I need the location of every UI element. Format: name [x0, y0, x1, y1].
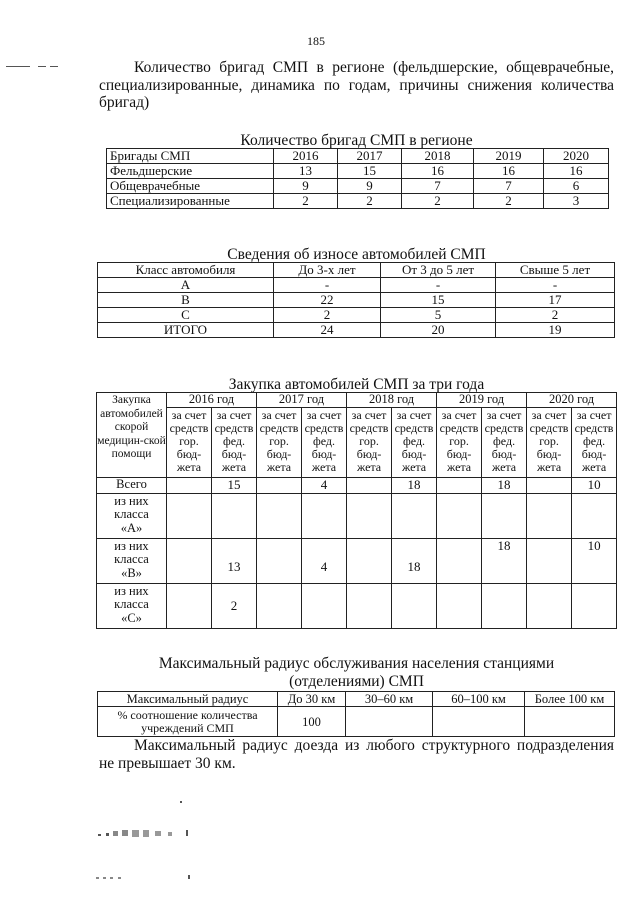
table-row	[97, 493, 617, 538]
table-cell	[167, 493, 212, 538]
table-header-row	[97, 393, 617, 408]
scan-speck	[180, 801, 182, 803]
table3-caption: Закупка автомобилей СМП за три года	[228, 376, 485, 393]
subheader-federal-budget: за счет средств фед. бюд-жета	[392, 407, 437, 477]
page-number: 185	[307, 34, 325, 48]
table-cell: В	[98, 293, 274, 308]
subheader-city-budget: за счет средств гор. бюд-жета	[527, 407, 572, 477]
subheader-city-budget: за счет средств гор. бюд-жета	[167, 407, 212, 477]
scan-mark	[6, 66, 30, 67]
table-cell: 16	[544, 164, 609, 179]
table-cell	[302, 583, 347, 628]
table-cell: 20	[381, 323, 496, 338]
table-header-cell: 2016	[274, 149, 338, 164]
table-row	[97, 538, 617, 583]
table-cell: 3	[544, 194, 609, 209]
closing-paragraph	[99, 737, 614, 773]
year-header: 2019 год	[437, 393, 527, 408]
table-row	[97, 477, 617, 493]
table-cell	[167, 583, 212, 628]
table-cell: 7	[474, 179, 544, 194]
subheader-federal-budget: за счет средств фед. бюд-жета	[212, 407, 257, 477]
table-cell: 4	[302, 538, 347, 583]
vehicle-wear-table	[97, 262, 615, 338]
table-row	[98, 293, 615, 308]
table-cell	[437, 583, 482, 628]
table-header-cell: 2019	[474, 149, 544, 164]
table-cell	[167, 538, 212, 583]
year-header: 2017 год	[257, 393, 347, 408]
table4-caption	[99, 655, 614, 691]
table-cell: Специализированные	[107, 194, 274, 209]
table-cell: 19	[496, 323, 615, 338]
row-label: Всего	[97, 477, 167, 493]
table-cell: 13	[212, 538, 257, 583]
closing-line-2: не превышает 30 км.	[99, 755, 236, 772]
table-cell: -	[381, 278, 496, 293]
table-cell: 2	[402, 194, 474, 209]
table-cell	[347, 493, 392, 538]
table-row	[98, 323, 615, 338]
table-cell: 2	[274, 308, 381, 323]
table-cell	[257, 477, 302, 493]
table-cell	[347, 477, 392, 493]
table-row	[107, 179, 609, 194]
table-cell: 15	[212, 477, 257, 493]
year-header: 2018 год	[347, 393, 437, 408]
subheader-city-budget: за счет средств гор. бюд-жета	[257, 407, 302, 477]
table-cell	[437, 477, 482, 493]
closing-line-1: Максимальный радиус доезда из любого структурного подразделения	[134, 737, 614, 754]
table-cell	[482, 583, 527, 628]
table-cell: 10	[572, 538, 617, 583]
table-cell: 2	[496, 308, 615, 323]
row-label: из них класса «С»	[97, 583, 167, 628]
table-header-cell: 2018	[402, 149, 474, 164]
table-cell	[437, 538, 482, 583]
table-header-cell: Класс автомобиля	[98, 263, 274, 278]
table-cell: 7	[402, 179, 474, 194]
table-cell: 6	[544, 179, 609, 194]
table-header-cell: Свыше 5 лет	[496, 263, 615, 278]
table-header-cell: 30–60 км	[346, 692, 433, 707]
table-cell: Фельдшерские	[107, 164, 274, 179]
table-cell: 18	[482, 538, 527, 583]
table-header-cell: До 3-х лет	[274, 263, 381, 278]
table-cell: 2	[338, 194, 402, 209]
scan-smudge	[96, 873, 196, 881]
table-cell: 2	[474, 194, 544, 209]
table-header-cell: 2017	[338, 149, 402, 164]
table-cell: 24	[274, 323, 381, 338]
table-cell	[346, 707, 433, 737]
table-cell: % соотношение количества учреждений СМП	[98, 707, 278, 737]
vehicle-purchase-table	[96, 392, 617, 629]
subheader-federal-budget: за счет средств фед. бюд-жета	[302, 407, 347, 477]
table-cell: 13	[274, 164, 338, 179]
subheader-city-budget: за счет средств гор. бюд-жета	[347, 407, 392, 477]
subheader-federal-budget: за счет средств фед. бюд-жета	[572, 407, 617, 477]
table2-caption: Сведения об износе автомобилей СМП	[227, 246, 486, 263]
table-header-cell: 60–100 км	[433, 692, 525, 707]
table4-caption-line-2: (отделениями) СМП	[289, 673, 424, 690]
table-cell: А	[98, 278, 274, 293]
table-header-row	[98, 263, 615, 278]
table-cell	[527, 538, 572, 583]
table-cell	[392, 493, 437, 538]
table-cell	[572, 583, 617, 628]
table-cell: 100	[278, 707, 346, 737]
table-subheader-row	[97, 407, 617, 477]
table-row	[98, 308, 615, 323]
service-radius-table	[97, 691, 615, 737]
table-cell	[433, 707, 525, 737]
table-cell	[347, 538, 392, 583]
table-cell: Общеврачебные	[107, 179, 274, 194]
table-row	[97, 583, 617, 628]
table-cell: 15	[338, 164, 402, 179]
table-row	[107, 194, 609, 209]
table-cell	[257, 538, 302, 583]
intro-line-1: Количество бригад СМП в регионе (фельдшерские, общеврачебные,	[134, 59, 614, 76]
table-cell: 15	[381, 293, 496, 308]
table-cell	[437, 493, 482, 538]
table-cell	[482, 493, 527, 538]
table-cell: 18	[392, 477, 437, 493]
table4-caption-line-1: Максимальный радиус обслуживания населения станциями	[158, 655, 555, 672]
table-cell: 18	[392, 538, 437, 583]
brigades-table	[106, 148, 609, 209]
table-corner-cell: Закупка автомобилей скорой медицин-ской помощи	[97, 393, 167, 478]
table-cell: 5	[381, 308, 496, 323]
table-row	[107, 164, 609, 179]
table-cell: 9	[274, 179, 338, 194]
table-cell: 10	[572, 477, 617, 493]
table-cell	[257, 583, 302, 628]
table-cell: ИТОГО	[98, 323, 274, 338]
scan-smudge	[98, 828, 193, 838]
table-cell: 2	[212, 583, 257, 628]
table-cell	[527, 583, 572, 628]
table-header-cell: От 3 до 5 лет	[381, 263, 496, 278]
table-cell: 16	[402, 164, 474, 179]
table-cell: С	[98, 308, 274, 323]
year-header: 2020 год	[527, 393, 617, 408]
table-cell: 4	[302, 477, 347, 493]
table-header-cell: Бригады СМП	[107, 149, 274, 164]
table-cell	[392, 583, 437, 628]
table-cell	[527, 477, 572, 493]
intro-line-2: специализированные, динамика по годам, причины снижения количества	[99, 76, 614, 94]
table-header-cell: Более 100 км	[525, 692, 615, 707]
intro-line-3: бригад)	[99, 94, 150, 111]
table-header-row	[98, 692, 615, 707]
table-header-row	[107, 149, 609, 164]
table-cell: -	[496, 278, 615, 293]
row-label: из них класса «В»	[97, 538, 167, 583]
table-cell	[527, 493, 572, 538]
table-cell: 17	[496, 293, 615, 308]
table-cell	[212, 493, 257, 538]
table-cell	[525, 707, 615, 737]
table-cell: 16	[474, 164, 544, 179]
table-cell	[572, 493, 617, 538]
intro-paragraph	[99, 59, 614, 112]
subheader-city-budget: за счет средств гор. бюд-жета	[437, 407, 482, 477]
table-row	[98, 707, 615, 737]
table-header-cell: До 30 км	[278, 692, 346, 707]
table1-caption: Количество бригад СМП в регионе	[240, 132, 473, 149]
table-cell	[257, 493, 302, 538]
table-cell: 9	[338, 179, 402, 194]
table-header-cell: Максимальный радиус	[98, 692, 278, 707]
table-cell: 2	[274, 194, 338, 209]
table-cell	[347, 583, 392, 628]
year-header: 2016 год	[167, 393, 257, 408]
subheader-federal-budget: за счет средств фед. бюд-жета	[482, 407, 527, 477]
table-cell	[167, 477, 212, 493]
table-cell: 18	[482, 477, 527, 493]
scan-mark	[38, 66, 46, 67]
table-cell: -	[274, 278, 381, 293]
row-label: из них класса «А»	[97, 493, 167, 538]
table-cell	[302, 493, 347, 538]
table-row	[98, 278, 615, 293]
table-cell: 22	[274, 293, 381, 308]
table-header-cell: 2020	[544, 149, 609, 164]
scan-mark	[50, 66, 58, 67]
